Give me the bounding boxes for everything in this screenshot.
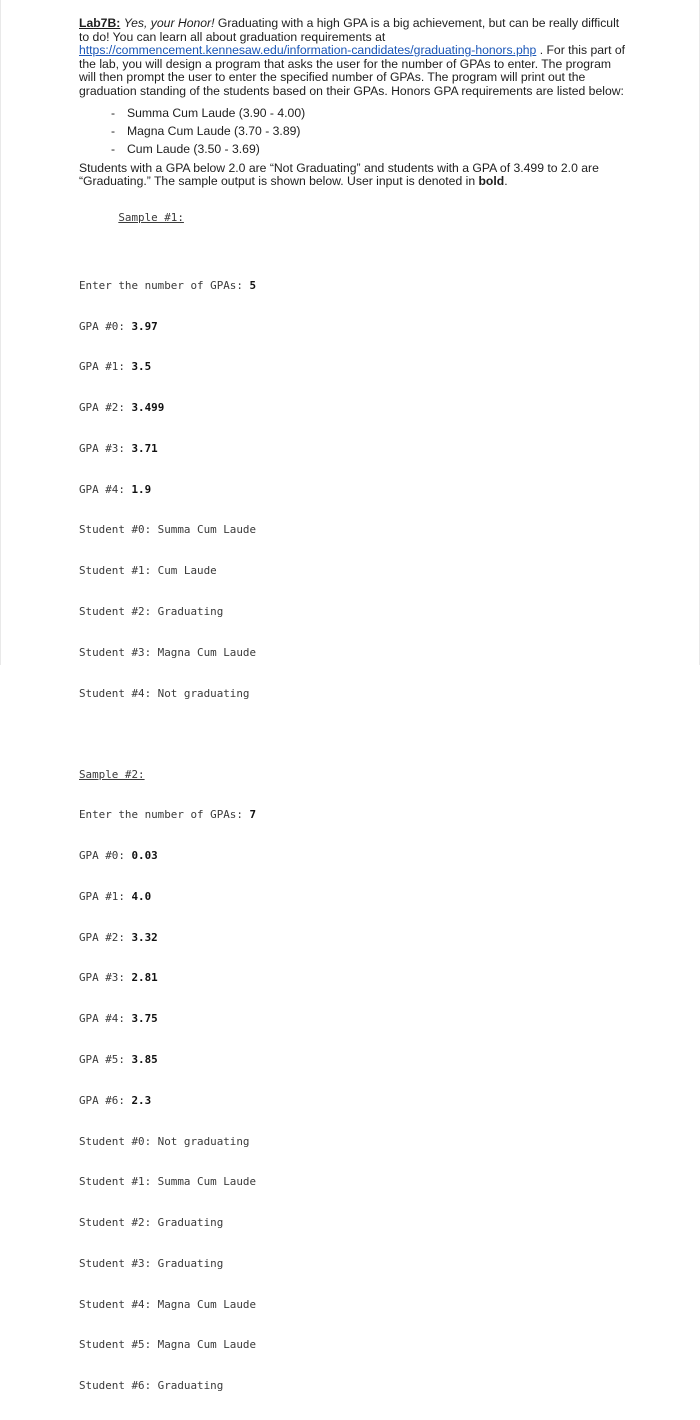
gpa-label: GPA #3: [79,441,132,455]
gpa-line [79,931,629,945]
user-input: 3.499 [131,401,165,415]
sample-1-output [79,252,629,728]
gpa-label: GPA #6: [79,1093,132,1107]
gpa-line [79,360,629,374]
gpa-label: GPA #1: [79,889,132,903]
result-line: Student #4: Magna Cum Laude [79,1297,257,1311]
result-line: Student #5: Magna Cum Laude [79,1338,257,1352]
lab-label: Lab7B: [79,16,121,30]
result-line: Student #4: Not graduating [79,686,250,700]
user-input: 2.81 [131,971,158,985]
result-line: Student #0: Summa Cum Laude [79,523,257,537]
prompt-line [79,279,629,293]
gpa-label: GPA #2: [79,401,132,415]
result-line: Student #0: Not graduating [79,1134,250,1148]
list-item: - Magna Cum Laude (3.70 - 3.89) [111,122,629,140]
prompt-line [79,808,629,822]
result-line: Student #3: Graduating [79,1256,224,1270]
sample-1-title: Sample #1: [118,211,184,225]
result-line: Student #6: Graduating [79,1379,224,1393]
note-bold-word: bold [478,174,505,189]
gpa-line [79,1012,629,1026]
list-item: - Cum Laude (3.50 - 3.69) [111,140,629,158]
gpa-line [79,1094,629,1108]
assignment-content [79,17,629,1420]
sample-2-output [79,740,629,1420]
gpa-label: GPA #4: [79,482,132,496]
gpa-label: GPA #4: [79,1012,132,1026]
result-line: Student #3: Magna Cum Laude [79,645,257,659]
intro-text-continued: . For this part of the lab, you will design a program that asks the user for the number of GPAs to enter. The program will then prompt the user to enter the specified number of GPAs. The program will print out the graduation standing of the students based on their GPAs. Honors GPA requirements are listed below: [79,43,626,98]
gpa-label: GPA #5: [79,1052,132,1066]
note-text: Students with a GPA below 2.0 are “Not Graduating” and students with a GPA of 3.499 to 2.0 are “Graduating.” The sample output is shown below. User input is denoted in [79,160,599,189]
gpa-label: GPA #0: [79,849,132,863]
sample-1-section [79,198,629,239]
result-line: Student #1: Cum Laude [79,564,217,578]
user-input: 4.0 [131,889,152,903]
user-input: 2.3 [131,1093,152,1107]
sample-2-title-line [79,768,629,782]
note-period: . [504,174,508,189]
list-item: - Summa Cum Laude (3.90 - 4.00) [111,104,629,122]
user-input: 3.5 [131,360,152,374]
prompt-text: Enter the number of GPAs: [79,808,250,822]
result-line: Student #2: Graduating [79,1216,224,1230]
requirements-link[interactable]: https://commencement.kennesaw.edu/information-candidates/graduating-honors.php [79,43,537,58]
sample-2-title: Sample #2: [79,767,145,781]
user-input: 3.71 [131,441,158,455]
user-input: 7 [249,808,257,822]
gpa-label: GPA #0: [79,319,132,333]
user-input: 3.75 [131,1012,158,1026]
user-input: 0.03 [131,849,158,863]
user-input: 3.32 [131,930,158,944]
gpa-line [79,849,629,863]
graduation-note [79,162,629,189]
gpa-line [79,1053,629,1067]
prompt-text: Enter the number of GPAs: [79,278,250,292]
user-input: 3.97 [131,319,158,333]
gpa-label: GPA #3: [79,971,132,985]
gpa-line [79,442,629,456]
gpa-line [79,971,629,985]
user-input: 1.9 [131,482,152,496]
lab-title: Yes, your Honor! [123,16,215,30]
gpa-line [79,483,629,497]
intro-text: Graduating with a high GPA is a big achievement, but can be really difficult to do! You can learn all about graduation requirements at [79,16,620,44]
gpa-label: GPA #1: [79,360,132,374]
user-input: 5 [249,278,257,292]
user-input: 3.85 [131,1052,158,1066]
intro-paragraph [79,17,629,99]
result-line: Student #1: Summa Cum Laude [79,1175,257,1189]
gpa-label: GPA #2: [79,930,132,944]
honors-list [79,104,629,158]
gpa-line [79,320,629,334]
result-line: Student #2: Graduating [79,604,224,618]
gpa-line [79,890,629,904]
gpa-line [79,401,629,415]
